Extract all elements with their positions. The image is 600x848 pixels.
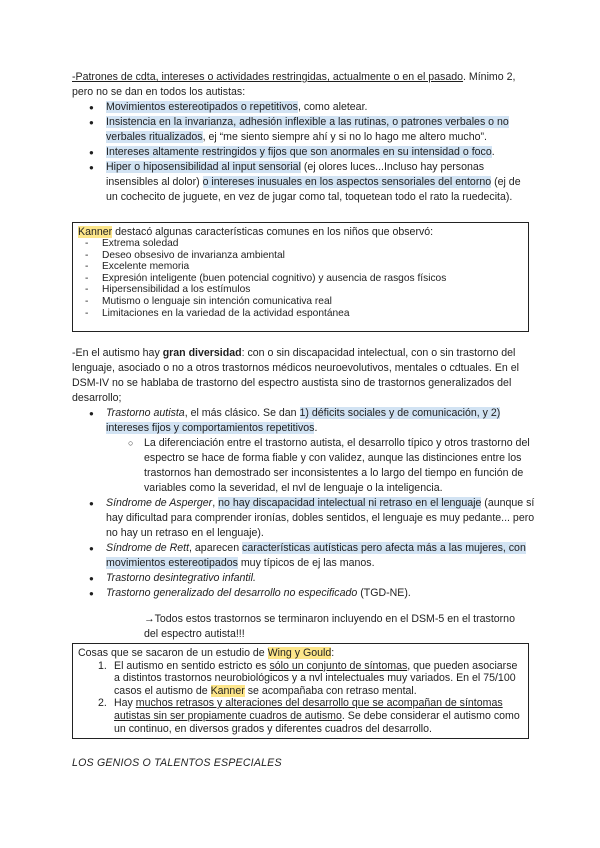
list-item: ● Síndrome de Rett, aparecen características autísticas pero afecta más a las mujeres, con movimientos estereotipados muy típicos de ej las manos. <box>72 541 535 571</box>
intro-rest: . Mínimo 2, pero no se dan en todos los autistas: <box>72 71 516 98</box>
wing-intro: Cosas que se sacaron de un estudio de Wing y Gould: <box>78 647 335 659</box>
kanner-list <box>78 238 523 319</box>
list-item: - Mutismo o lenguaje sin intención comunicativa real <box>78 296 523 308</box>
list-item: - Extrema soledad <box>78 238 523 250</box>
list-item: ● Trastorno generalizado del desarrollo no especificado (TGD-NE). <box>72 586 535 601</box>
kanner-intro: Kanner destacó algunas características comunes en los niños que observó: <box>78 226 434 238</box>
kanner-box <box>72 222 529 332</box>
list-item: ● Movimientos estereotipados o repetitivos, como aletear. <box>72 100 535 115</box>
list-item: ● Intereses altamente restringidos y fijos que son anormales en su intensidad o foco. <box>72 145 535 160</box>
list-item: ● Síndrome de Asperger, no hay discapacidad intelectual ni retraso en el lenguaje (aunque sí hay dificultad para comprender ironías, dobles sentidos, el lenguaje es muy pedante... pero no hay un retraso en el lenguaje). <box>72 496 535 541</box>
intro-paragraph <box>72 70 532 100</box>
dsm5-arrow-note: →Todos estos trastornos se terminaron incluyendo en el DSM-5 en el trastorno del espectro autista!!! <box>144 613 515 640</box>
wing-list <box>78 660 523 736</box>
symptom-list <box>72 100 535 205</box>
list-item: - Hipersensibilidad a los estímulos <box>78 284 523 296</box>
list-item: 1. El autismo en sentido estricto es sólo un conjunto de síntomas, que pueden asociarse a distintos trastornos neurobiológicos y a nvl intelectuales muy variados. En el 75/100 casos el autismo de Kanner se acompañaba con retraso mental. <box>98 659 518 697</box>
sub-list <box>128 436 535 496</box>
list-item: - Limitaciones en la variedad de la actividad espontánea <box>78 308 523 320</box>
section-title: LOS GENIOS O TALENTOS ESPECIALES <box>72 757 282 769</box>
diversity-paragraph: -En el autismo hay gran diversidad: con o sin discapacidad intelectual, con o sin trastorno del lenguaje, asociado o no a otros trastornos médicos neuroevolutivos, mentales o cdtuales. En el DSM-IV no se hablaba de trastorno del espectro austista sino de trastornos generalizados del desarrollo; <box>72 347 519 404</box>
list-item: ● Trastorno desintegrativo infantil. <box>72 571 535 586</box>
list-item: ● Trastorno autista, el más clásico. Se dan 1) déficits sociales y de comunicación, y 2) intereses fijos y comportamientos repetitivos. ○ La diferenciación entre el trastorno autista, el desarrollo típico y otros trastorno del espectro se hace de forma fiable y con validez, aunque las distinciones entre los trastornos han demostrado ser inconsistentes a lo largo del tiempo en función de variables como la severidad, el nvl de lenguaje o la inteligencia. <box>72 406 535 496</box>
list-item: ● Hiper o hiposensibilidad al input sensorial (ej olores luces...Incluso hay personas insensibles al dolor) o intereses inusuales en los aspectos sensoriales del entorno (ej de un cochecito de juguete, en vez de jugar como tal, toquetean todo el rato la ruedecita). <box>72 160 535 205</box>
wing-gould-box <box>72 643 529 739</box>
list-item: - Deseo obsesivo de invarianza ambiental <box>78 250 523 262</box>
disorder-list <box>72 406 535 601</box>
intro-underlined: -Patrones de cdta, intereses o actividades restringidas, actualmente o en el pasado <box>72 71 464 83</box>
list-item: ● Insistencia en la invarianza, adhesión inflexible a las rutinas, o patrones verbales o no verbales ritualizados, ej “me siento siempre ahí y si no lo hago me altero mucho”. <box>72 115 535 145</box>
list-item: - Excelente memoria <box>78 261 523 273</box>
sub-list-item: ○ La diferenciación entre el trastorno autista, el desarrollo típico y otros trastorno del espectro se hace de forma fiable y con validez, aunque las distinciones entre los trastornos han demostrado ser inconsistentes a lo largo del tiempo en función de variables como la severidad, el nvl de lenguaje o la inteligencia. <box>128 436 535 496</box>
list-item: 2. Hay muchos retrasos y alteraciones del desarrollo que se acompañan de síntomas autistas sin ser propiamente cuadros de autismo. Se debe considerar el autismo como un continuo, en diversos grados y diferentes cuadros del desarrollo. <box>98 697 520 735</box>
list-item: - Expresión inteligente (buen potencial cognitivo) y ausencia de rasgos físicos <box>78 273 523 285</box>
